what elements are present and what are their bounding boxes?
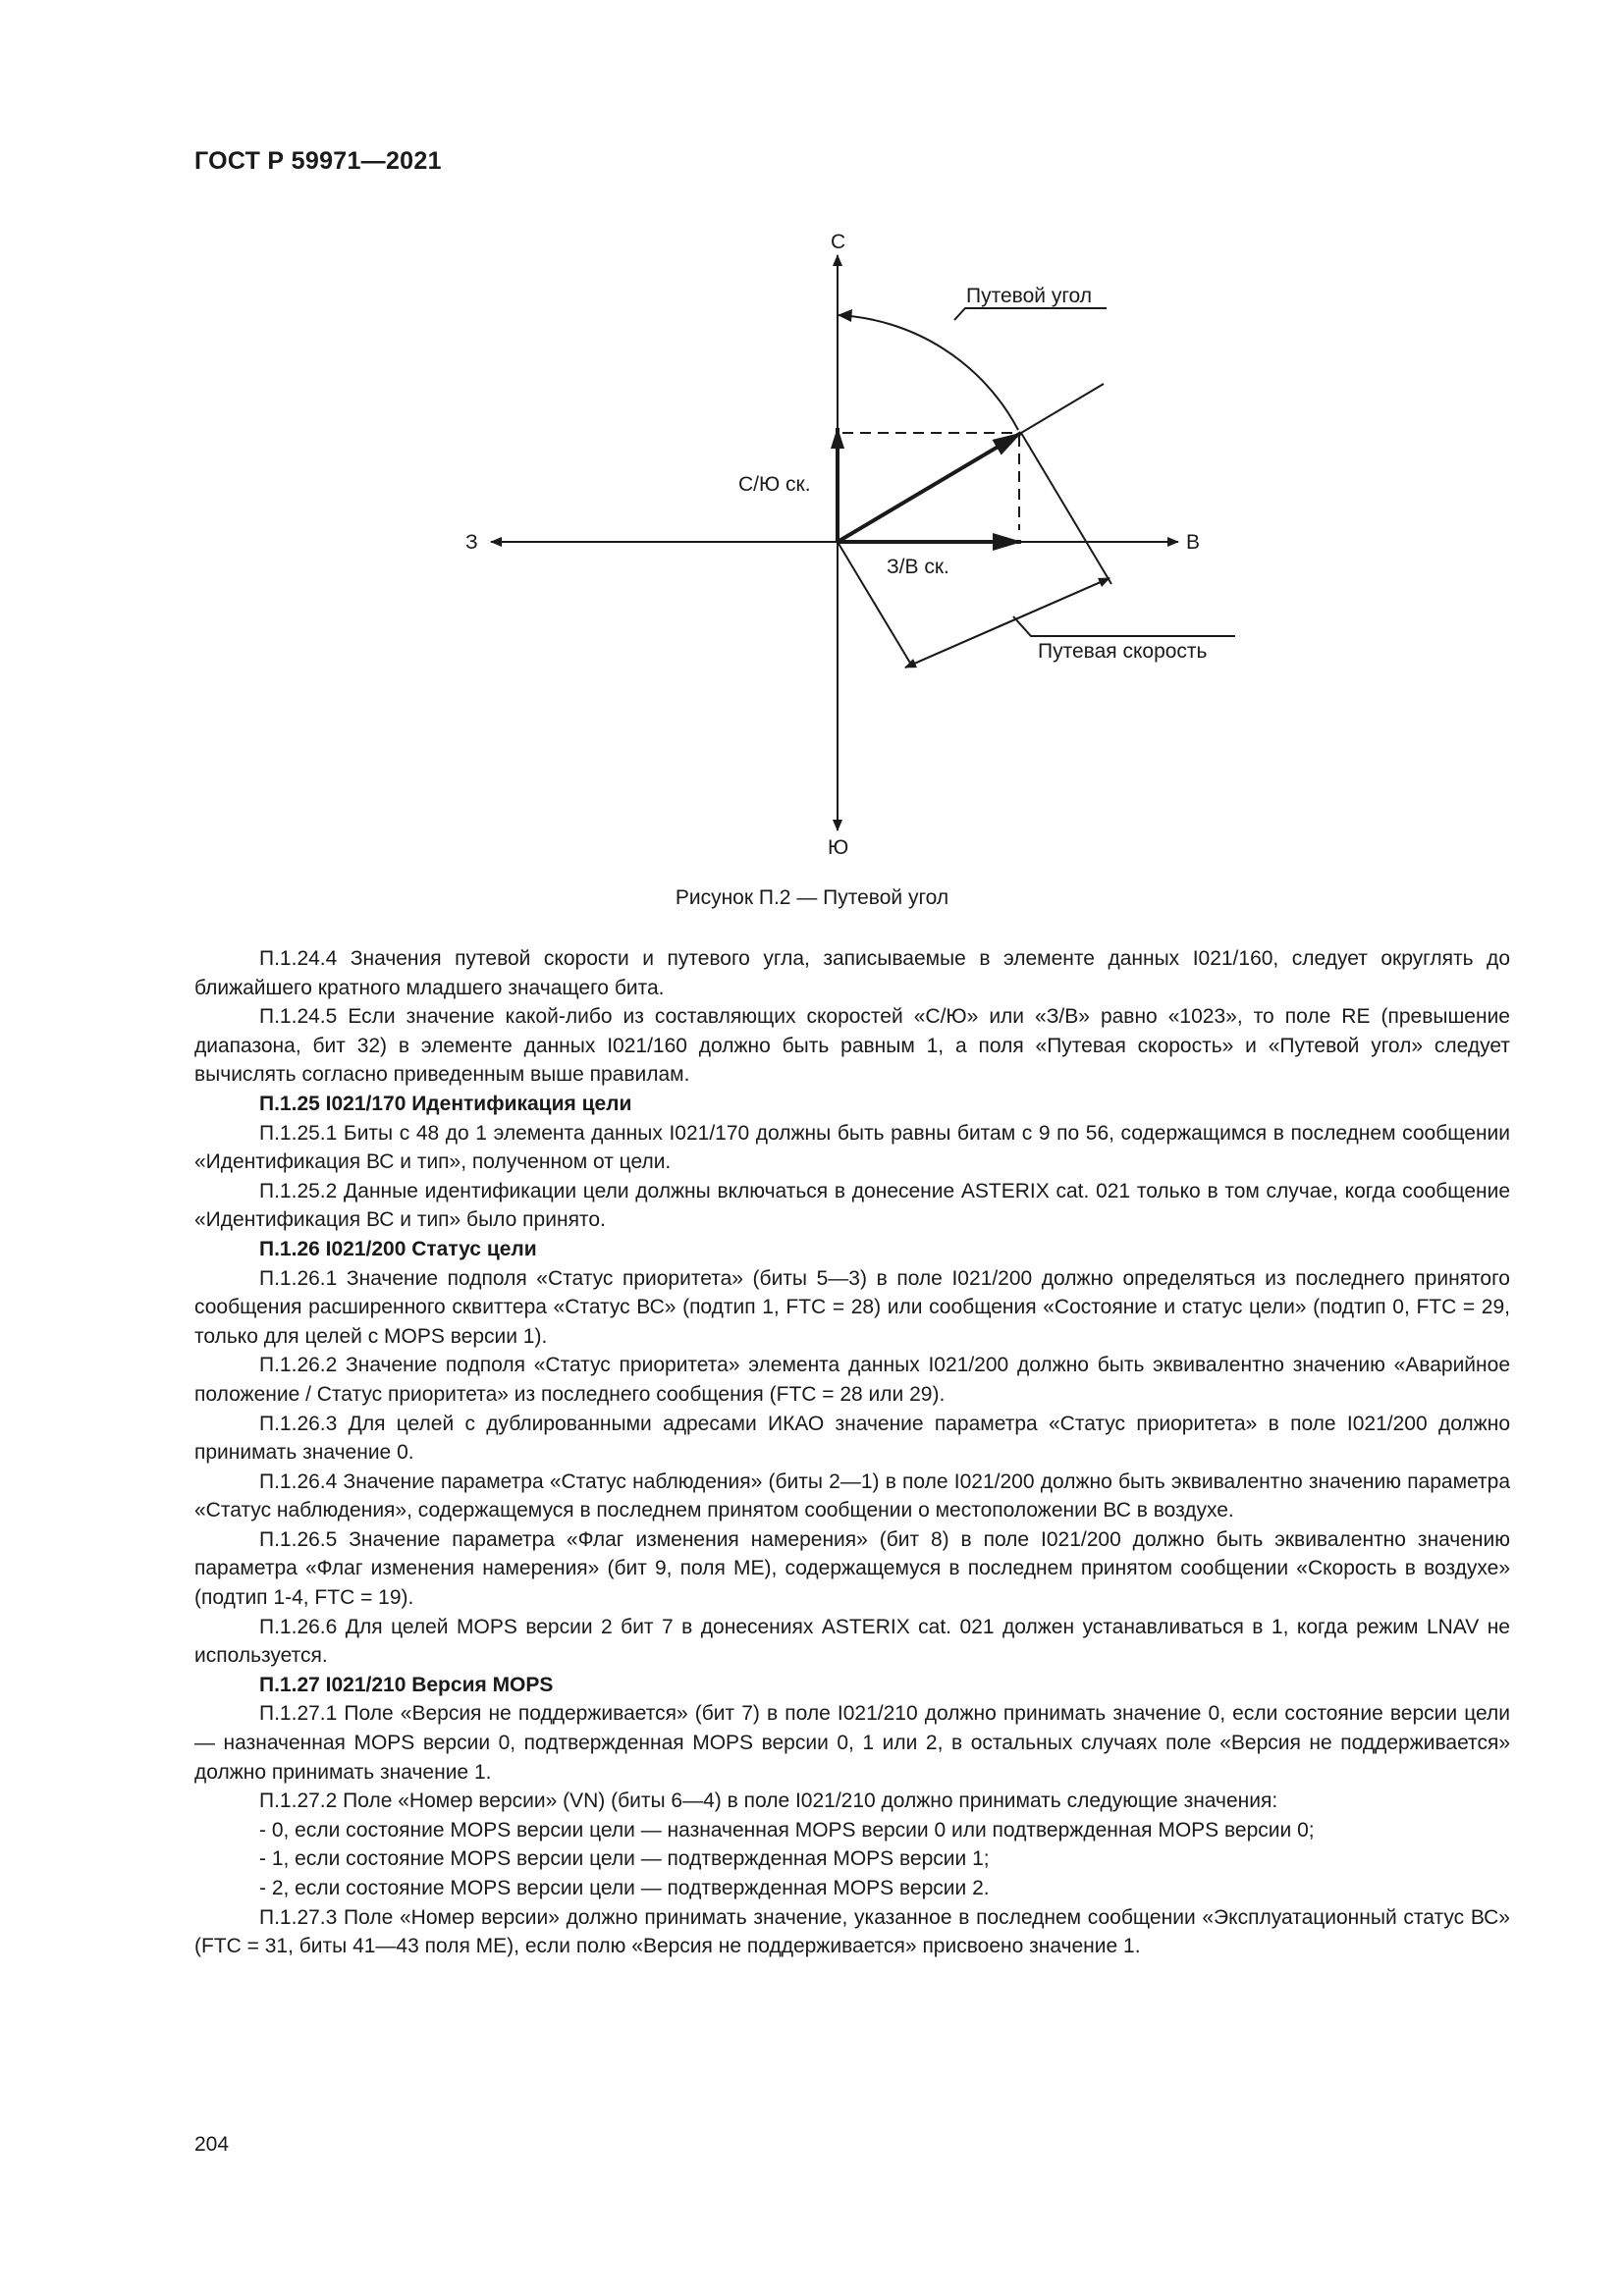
track-line [1021,384,1104,433]
page-number: 204 [194,2133,230,2156]
section-heading: П.1.27 I021/210 Версия MOPS [259,1673,554,1696]
section-heading: П.1.25 I021/170 Идентификация цели [259,1092,632,1115]
paragraph: П.1.26.3 Для целей с дублированными адресами ИКАО значение параметра «Статус приоритета» в поле I021/200 должно принимать значение 0. [194,1412,1510,1465]
east-label: В [1186,531,1201,554]
track-angle-arc [838,315,1018,430]
paragraph: П.1.26.1 Значение подполя «Статус приоритета» (биты 5—3) в поле I021/200 должно определяться из последнего принятого сообщения расширенного сквиттера «Статус ВС» (подтип 1, FTC = 28) или сообщения «Состояние и статус цели» (подтип 0, FTC = 29, только для целей с MOPS версии 1). [194,1266,1510,1348]
document-header: ГОСТ Р 59971—2021 [194,147,442,175]
paragraph: П.1.27.3 Поле «Номер версии» должно принимать значение, указанное в последнем сообщении «Эксплуатационный статус ВС» (FTC = 31, биты 41—43 поля ME), если полю «Версия не поддерживается» присвоено значение 1. [194,1905,1510,1958]
north-label: С [831,231,846,253]
south-label: Ю [828,836,849,859]
list-item: - 0, если состояние MOPS версии цели — назначенная MOPS версии 0 или подтвержденная MOPS версии 0; [259,1818,1315,1842]
ns-velocity-label: С/Ю ск. [738,473,811,496]
list-item: - 1, если состояние MOPS версии цели — подтвержденная MOPS версии 1; [259,1847,990,1871]
track-angle-diagram [452,216,1257,864]
track-angle-arc-arrowhead [838,309,852,322]
ground-speed-label: Путевая скорость [1038,640,1208,663]
ground-speed-leader [1013,616,1235,636]
document-body [194,944,1510,1961]
paragraph: П.1.26.5 Значение параметра «Флаг изменения намерения» (бит 8) в поле I021/200 должно быть эквивалентно значению параметра «Флаг изменения намерения» (бит 9, поля ME), содержащемуся в последнем принятом сообщении «Скорость в воздухе» (подтип 1-4, FTC = 19). [194,1527,1510,1610]
track-angle-figure [452,216,1257,864]
section-heading: П.1.26 I021/200 Статус цели [259,1237,537,1260]
paragraph: П.1.26.6 Для целей MOPS версии 2 бит 7 в донесениях ASTERIX cat. 021 должен устанавливаться в 1, когда режим LNAV не используется. [194,1615,1510,1668]
track-angle-label: Путевой угол [966,285,1092,307]
extension-line-tip [1021,433,1111,584]
track-angle-leader [954,308,1107,320]
paragraph: П.1.24.5 Если значение какой-либо из составляющих скоростей «С/Ю» или «З/В» равно «1023», то поле RE (превышение диапазона, бит 32) в элементе данных I021/160 должно быть равным 1, а поля «Путевая скорость» и «Путевой угол» следует вычислять согласно приведенным выше правилам. [194,1005,1510,1087]
paragraph: П.1.27.1 Поле «Версия не поддерживается» (бит 7) в поле I021/210 должно принимать значение 0, если состояние версии цели — назначенная MOPS версии 0, подтвержденная MOPS версии 0, 1 или 2, в остальных случаях поле «Версия не поддерживается» должно принимать значение 1. [194,1702,1510,1784]
ground-speed-vector [838,433,1021,542]
paragraph: П.1.26.2 Значение подполя «Статус приоритета» элемента данных I021/200 должно быть эквивалентно значению «Аварийное положение / Статус приоритета» из последнего сообщения (FTC = 28 или 29). [194,1354,1510,1406]
west-label: З [465,531,478,554]
figure-caption: Рисунок П.2 — Путевой угол [675,886,949,909]
ew-velocity-label: З/В ск. [887,556,949,578]
paragraph: П.1.25.1 Биты с 48 до 1 элемента данных I021/170 должны быть равны битам с 9 по 56, содержащимся в последнем сообщении «Идентификация ВС и тип», полученном от цели. [194,1121,1510,1174]
paragraph: П.1.24.4 Значения путевой скорости и путевого угла, записываемые в элементе данных I021/160, следует округлять до ближайшего кратного младшего значащего бита. [194,947,1510,999]
paragraph: П.1.25.2 Данные идентификации цели должны включаться в донесение ASTERIX cat. 021 только в том случае, когда сообщение «Идентификация ВС и тип» было принято. [194,1179,1510,1232]
paragraph: П.1.26.4 Значение параметра «Статус наблюдения» (биты 2—1) в поле I021/200 должно быть эквивалентно значению параметра «Статус наблюдения», содержащемуся в последнем принятом сообщении о местоположении ВС в воздухе. [194,1469,1510,1522]
list-item: - 2, если состояние MOPS версии цели — подтвержденная MOPS версии 2. [259,1877,990,1899]
paragraph: П.1.27.2 Поле «Номер версии» (VN) (биты 6—4) в поле I021/210 должно принимать следующие значения: [259,1789,1278,1813]
